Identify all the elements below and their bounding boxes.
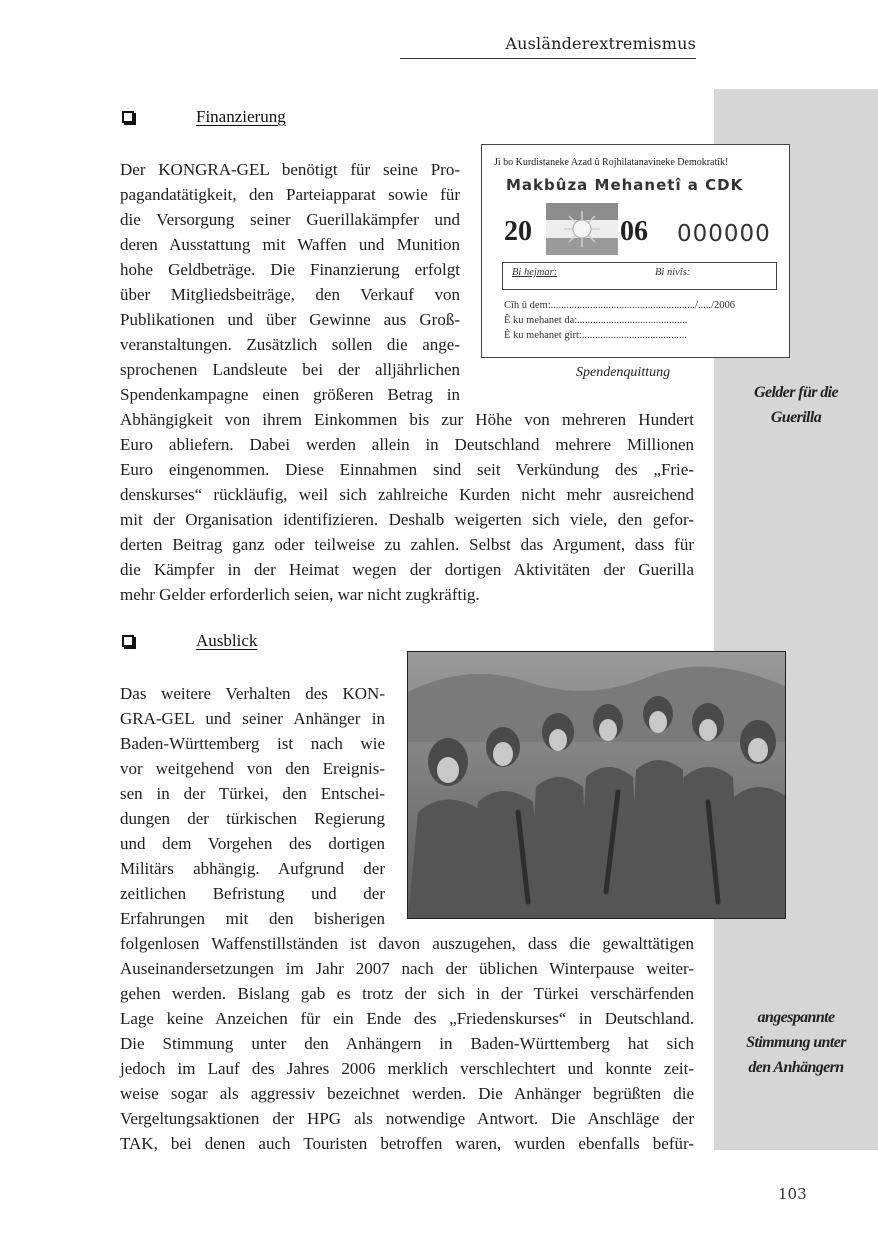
- margin-note-line: Stimmung unter: [746, 1034, 846, 1051]
- checkbox-icon: [122, 111, 134, 123]
- text-line: sen in der Türkei, den Entschei-: [120, 784, 385, 803]
- text-line: hohe Geldbeträge. Die Finanzierung erfolgt: [120, 260, 460, 279]
- text-line: Militärs abhängig. Aufgrund der: [120, 859, 385, 878]
- text-line: Lage keine Anzeichen für ein Ende des „Friedenskurses“ in Deutschland.: [120, 1009, 694, 1028]
- receipt-flag-sun-icon: [546, 203, 618, 255]
- running-header: Ausländerextremismus: [505, 34, 696, 53]
- paragraph-finanzierung-wide: [120, 407, 694, 607]
- page-number: 103: [778, 1185, 807, 1203]
- margin-note-line: Guerilla: [770, 409, 822, 426]
- guerilla-photo: [407, 651, 786, 919]
- text-line: Baden-Württemberg ist nach wie: [120, 734, 385, 753]
- receipt-slogan: Ji bo Kurdistaneke Azad û Rojhilatanavineke Demokratîk!: [494, 157, 729, 168]
- text-line: Euro abliefern. Dabei werden allein in Deutschland mehrere Millionen: [120, 435, 694, 454]
- receipt-amount-box: [502, 262, 777, 290]
- text-line: vor weitgehend von den Ereignis-: [120, 759, 385, 778]
- guerilla-photo-graphic: [408, 652, 786, 919]
- paragraph-ausblick-narrow: [120, 681, 385, 931]
- paragraph-ausblick-wide: [120, 931, 694, 1156]
- text-line: jedoch im Lauf des Jahres 2006 merklich verschlechtert und konnte zeit-: [120, 1059, 694, 1078]
- text-line: gehen werden. Bislang gab es trotz der sich in der Türkei verschärfenden: [120, 984, 694, 1003]
- text-line: zeitlichen Befristung und der: [120, 884, 385, 903]
- receipt-field-words: Bi nivîs:: [655, 267, 691, 278]
- section-heading-ausblick: Ausblick: [196, 631, 258, 650]
- text-line: sprochenen Landsleute bei der alljährlichen: [120, 360, 460, 379]
- text-line: folgenlosen Waffenstillständen ist davon auszugehen, dass die gewalttätigen: [120, 934, 694, 953]
- text-line: Spendenkampagne einen größeren Betrag in: [120, 385, 460, 404]
- margin-note-line: angespannte: [757, 1009, 835, 1026]
- text-line: Euro eingenommen. Diese Einnahmen sind seit Verkündung des „Frie-: [120, 460, 694, 479]
- text-line: GRA-GEL und seiner Anhänger in: [120, 709, 385, 728]
- text-line: veranstaltungen. Zusätzlich sollen die ange-: [120, 335, 460, 354]
- text-line: derten Beitrag ganz oder teilweise zu zahlen. Selbst das Argument, dass für: [120, 535, 694, 554]
- text-line: denskurses“ rückläufig, weil sich zahlreiche Kurden nicht mehr ausreichend: [120, 485, 694, 504]
- checkbox-icon: [122, 635, 134, 647]
- receipt-line-receiver: Ê ku mehanet girt:........................................: [504, 330, 687, 341]
- text-line: die Versorgung seiner Guerillakämpfer und: [120, 210, 460, 229]
- paragraph-finanzierung-narrow: [120, 157, 460, 407]
- text-line: dungen der türkischen Regierung: [120, 809, 385, 828]
- text-line: Die Stimmung unter den Anhängern in Baden-Württemberg hat sich: [120, 1034, 694, 1053]
- donation-receipt-image: [481, 144, 790, 358]
- receipt-caption: Spendenquittung: [576, 365, 671, 380]
- margin-note-line: Gelder für die: [753, 384, 839, 401]
- text-line: mit der Organisation identifizieren. Deshalb weigerten sich viele, den gefor-: [120, 510, 694, 529]
- receipt-line-date: Cîh û dem:......................................................./...../2006: [504, 300, 735, 311]
- text-line: und dem Vorgehen des dortigen: [120, 834, 385, 853]
- receipt-field-amount: Bi hejmar:: [512, 267, 558, 278]
- text-line: pagandatätigkeit, den Parteiapparat sowie für: [120, 185, 460, 204]
- margin-note-line: den Anhängern: [748, 1059, 844, 1076]
- receipt-year-left: 20: [504, 216, 532, 247]
- text-line: Das weitere Verhalten des KON-: [120, 684, 385, 703]
- text-line: über Mitgliedsbeiträge, den Verkauf von: [120, 285, 460, 304]
- margin-note-mood: [721, 1005, 871, 1080]
- text-line: TAK, bei denen auch Touristen betroffen waren, wurden ebenfalls befür-: [120, 1134, 694, 1153]
- text-line: die Kämpfer in der Heimat wegen der dortigen Aktivitäten der Guerilla: [120, 560, 694, 579]
- text-line: Der KONGRA-GEL benötigt für seine Pro-: [120, 160, 460, 179]
- receipt-year-right: 06: [620, 216, 648, 247]
- text-line: Abhängigkeit von ihrem Einkommen bis zur Höhe von mehreren Hundert: [120, 410, 694, 429]
- text-line: weise sogar als aggressiv bezeichnet werden. Die Anhänger begrüßten die: [120, 1084, 694, 1103]
- receipt-number: 000000: [677, 221, 771, 247]
- receipt-line-giver: Ê ku mehanet da:..........................................: [504, 315, 688, 326]
- text-line: Auseinandersetzungen im Jahr 2007 nach der üblichen Winterpause weiter-: [120, 959, 694, 978]
- text-line: mehr Gelder erforderlich seien, war nicht zugkräftig.: [120, 585, 480, 604]
- receipt-title: Makbûza Mehanetî a CDK: [506, 176, 744, 194]
- text-line: Vergeltungsaktionen der HPG als notwendige Antwort. Die Anschläge der: [120, 1109, 694, 1128]
- text-line: Erfahrungen mit den bisherigen: [120, 909, 385, 928]
- section-heading-finanzierung: Finanzierung: [196, 107, 286, 126]
- text-line: deren Ausstattung mit Waffen und Munition: [120, 235, 460, 254]
- header-rule: [400, 58, 696, 59]
- margin-note-funding: [721, 380, 871, 430]
- text-line: Publikationen und über Gewinne aus Groß-: [120, 310, 460, 329]
